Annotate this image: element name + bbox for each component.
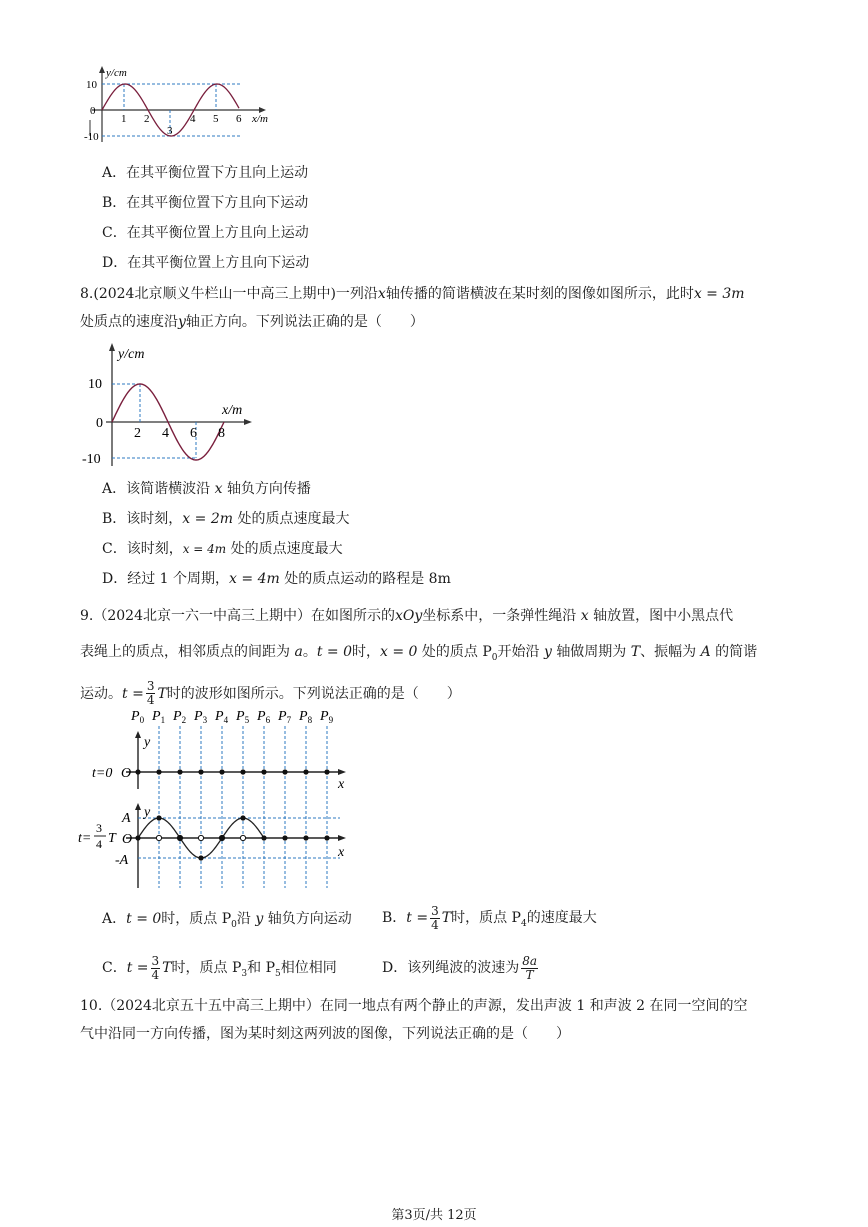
q7-option-b: B．在其平衡位置下方且向下运动 bbox=[102, 195, 309, 211]
rope-point bbox=[198, 769, 203, 774]
q7-xtick: 4 bbox=[190, 113, 196, 125]
page-footer: 第3页/共 12页 bbox=[391, 1208, 477, 1223]
rope-point bbox=[177, 835, 182, 840]
point-label: $P_0$ bbox=[131, 709, 145, 725]
point-label: $P_7$ bbox=[278, 709, 292, 725]
rope-point bbox=[177, 769, 182, 774]
point-label: $P_6$ bbox=[257, 709, 271, 725]
rope-point bbox=[282, 835, 287, 840]
q7-ytick: 0 bbox=[90, 105, 96, 117]
q7-ytick: 10 bbox=[86, 79, 97, 91]
rope-point bbox=[198, 855, 203, 860]
q9-rope-figure bbox=[78, 704, 358, 894]
rope-point bbox=[303, 769, 308, 774]
q9-origin-bottom: O bbox=[122, 832, 133, 847]
q7-option-a: A．在其平衡位置下方且向上运动 bbox=[102, 165, 309, 181]
rope-point bbox=[219, 835, 224, 840]
q8-option-b: B．该时刻，x = 2m 处的质点速度最大 bbox=[102, 511, 350, 527]
question-source: （2024北京五十五中高三上期中） bbox=[102, 998, 320, 1014]
rope-point bbox=[261, 835, 266, 840]
q8-xtick: 4 bbox=[162, 426, 169, 441]
rope-point bbox=[282, 769, 287, 774]
rope-point bbox=[240, 769, 245, 774]
rope-point bbox=[324, 769, 329, 774]
q7-xtick: 2 bbox=[144, 113, 150, 125]
q7-option-d: D．在其平衡位置上方且向下运动 bbox=[102, 255, 310, 271]
q9-option-b: B．t = $\frac{3}{4}$ T时，质点 $P_4$的速度最大 bbox=[382, 903, 597, 932]
q7-ytick: -10 bbox=[84, 131, 99, 143]
question-number: 8. bbox=[80, 286, 94, 302]
point-label: $P_5$ bbox=[236, 709, 250, 725]
q8-xlabel: x/m bbox=[222, 403, 243, 418]
question-source: （2024北京一六一中高三上期中） bbox=[93, 608, 311, 624]
point-label: $P_4$ bbox=[215, 709, 229, 725]
question-number: 9. bbox=[80, 608, 94, 624]
q7-ylabel: y/cm bbox=[106, 67, 127, 79]
q9-t34-num: 3 bbox=[96, 821, 102, 835]
q9-amp-neg: -A bbox=[115, 853, 129, 868]
q7-xtick: 3 bbox=[167, 125, 173, 137]
rope-point bbox=[156, 815, 161, 820]
equilibrium-point bbox=[156, 835, 161, 840]
q8-wave-figure bbox=[82, 340, 257, 470]
q8-option-d: D．经过 1 个周期，x = 4m 处的质点运动的路程是 8m bbox=[102, 571, 451, 587]
q8-xtick: 2 bbox=[134, 426, 141, 441]
q9-t0-label: t=0 bbox=[92, 766, 113, 781]
equilibrium-point bbox=[240, 835, 245, 840]
q9-y-label-bottom: y bbox=[144, 805, 151, 820]
q9-x-label-top: x bbox=[338, 777, 345, 792]
q7-xtick: 1 bbox=[121, 113, 127, 125]
rope-point bbox=[303, 835, 308, 840]
q9-t34-T: T bbox=[108, 831, 116, 846]
question-number: 10. bbox=[80, 998, 103, 1014]
q8-stem: 8.(2024北京顺义牛栏山一中高三上期中)一列沿x轴传播的简谐横波在某时刻的图像如图所示，此时x = 3m 处质点的速度沿y轴正方向。下列说法正确的是（ ） bbox=[80, 286, 745, 330]
q8-xtick: 6 bbox=[190, 426, 197, 441]
q8-ytick: 0 bbox=[96, 416, 103, 431]
q7-xlabel: x/m bbox=[252, 113, 268, 125]
rope-point bbox=[261, 769, 266, 774]
rope-point bbox=[156, 769, 161, 774]
rope-point bbox=[135, 835, 140, 840]
q8-xtick: 8 bbox=[218, 426, 225, 441]
q9-x-label-bottom: x bbox=[338, 845, 345, 860]
q9-stem: 9.（2024北京一六一中高三上期中）在如图所示的xOy坐标系中，一条弹性绳沿 x 轴放置，图中小黑点代 表绳上的质点，相邻质点的间距为 a。t = 0时，x = 0 处的质点 $P_0$开始沿 y 轴做周期为 T、振幅为 A 的简谐 运动。t = $\frac{3}{4}$ T时的波形如图所示。下列说法正确的是（ ） bbox=[80, 608, 758, 708]
q8-option-c: C．该时刻，x = 4m 处的质点速度最大 bbox=[102, 541, 343, 557]
q9-y-label-top: y bbox=[144, 735, 151, 750]
rope-point bbox=[135, 769, 140, 774]
q8-ylabel: y/cm bbox=[118, 347, 145, 362]
q9-origin-top: O bbox=[121, 766, 132, 781]
q9-t34-den: 4 bbox=[96, 837, 102, 851]
question-source: (2024北京顺义牛栏山一中高三上期中) bbox=[93, 286, 336, 302]
q9-t34-t: t= bbox=[78, 831, 92, 846]
q9-option-c: C．t = $\frac{3}{4}$ T时，质点 $P_3$和 $P_5$相位相同 bbox=[102, 953, 337, 982]
point-label: $P_1$ bbox=[152, 709, 166, 725]
point-label: $P_2$ bbox=[173, 709, 187, 725]
rope-point bbox=[240, 815, 245, 820]
q7-xtick: 5 bbox=[213, 113, 219, 125]
q9-option-a: A．t = 0时，质点 $P_0$沿 y 轴负方向运动 bbox=[102, 911, 352, 930]
q8-ytick: 10 bbox=[88, 377, 102, 392]
rope-point bbox=[219, 769, 224, 774]
point-label: $P_3$ bbox=[194, 709, 208, 725]
q9-option-d: D．该列绳波的波速为 $\frac{8a}{T}$ bbox=[382, 953, 538, 982]
point-label: $P_8$ bbox=[299, 709, 313, 725]
q8-ytick: -10 bbox=[82, 452, 101, 467]
equilibrium-point bbox=[198, 835, 203, 840]
q7-wave-figure bbox=[80, 64, 280, 144]
point-label: $P_9$ bbox=[320, 709, 334, 725]
q9-amp-pos: A bbox=[122, 811, 131, 826]
q7-xtick: 6 bbox=[236, 113, 242, 125]
rope-point bbox=[324, 835, 329, 840]
q10-stem: 10.（2024北京五十五中高三上期中）在同一地点有两个静止的声源，发出声波 1 和声波 2 在同一空间的空 气中沿同一方向传播，图为某时刻这两列波的图像，下列说法正确的是（ ） bbox=[80, 998, 748, 1042]
q7-option-c: C．在其平衡位置上方且向上运动 bbox=[102, 225, 309, 241]
q8-option-a: A．该简谐横波沿 x 轴负方向传播 bbox=[102, 481, 311, 497]
